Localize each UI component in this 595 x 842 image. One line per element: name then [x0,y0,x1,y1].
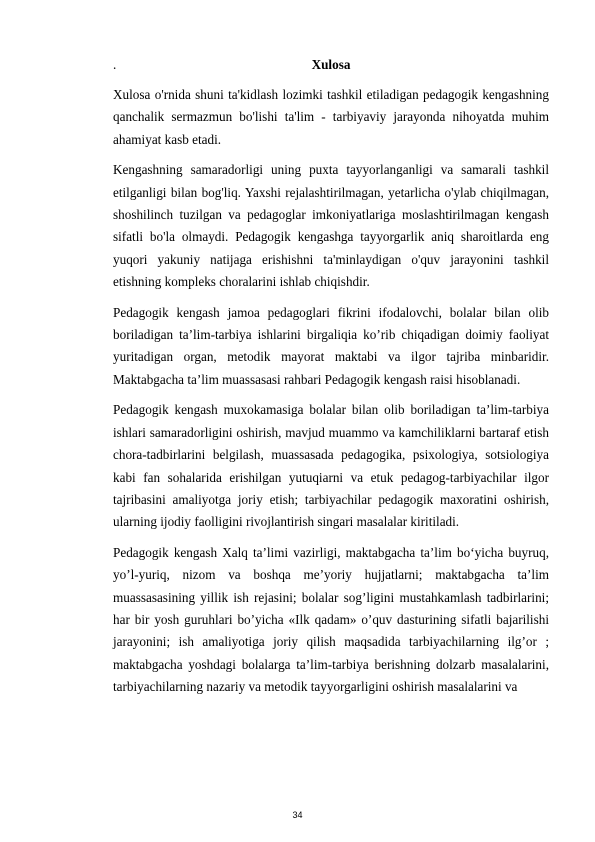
heading-marker: . [113,57,117,72]
paragraph-4: Pedagogik kengash muxokamasiga bolalar bilan olib boriladigan ta’lim-tarbiya ishlari samaradorligini oshirish, mavjud muammo va kamchiliklarni bartaraf etish chora-tadbirlarini belgilash, muassasada pedagogika, psixologiya, sotsiologiya kabi fan sohalarida erishilgan yutuqiarni va etuk pedagog-tarbiyachilar ilgor tajribasini amaliyotga joriy etish; tarbiyachilar pedagogik maxoratini oshirish, ularning ijodiy faolligini rivojlantirish singari masalalar kiritiladi. [113,402,549,530]
heading-row [113,54,549,76]
paragraph-5: Pedagogik kengash Xalq ta’limi vazirligi, maktabgacha ta’lim bo‘yicha buyruq, yo’l-yuriq, nizom va boshqa me’yoriy hujjatlarni; maktabgacha ta’lim muassasasining yillik ish rejasini; bolalar sog’ligini mustahkamlash tadbirlarini; har bir yosh guruhlari bo’yicha «Ilk qadam» o’quv dasturining sifatli bajarilishi jarayonini; ish amaliyotiga joriy qilish maqsadida tarbiyachilarning ilg’or ; maktabgacha yoshdagi bolalarga ta’lim-tarbiya berishning dolzarb masalalarini, tarbiyachilarning nazariy va metodik tayyorgarligini oshirish masalalarini va [113,544,549,695]
paragraph-2: Kengashning samaradorligi uning puxta tayyorlanganligi va samarali tashkil etilganligi bilan bog'liq. Yaxshi rejalashtirilmagan, yetarlicha o'ylab chiqilmagan, shoshilinch tuzilgan va pedagoglar imkoniyatlariga moslashtirilmagan kengash sifatli bo'la olmaydi. Pedagogik kengashga tayyorgarlik aniq sharoitlarda eng yuqori yakuniy natijaga erishishni ta'minlaydigan o'quv jarayonini tashkil etishning kompleks choralarini ishlab chiqishdir. [113,162,549,290]
page-number: 34 [292,810,303,820]
document-page [113,54,549,699]
paragraph-3: Pedagogik kengash jamoa pedagoglari fikrini ifodalovchi, bolalar bilan olib boriladigan ta’lim-tarbiya ishlarini birgaliqia ko’rib chiqadigan doimiy faoliyat yuritadigan organ, metodik mayorat maktabi va ilgor tajriba minbaridir. Maktabgacha ta’lim muassasasi rahbari Pedagogik kengash raisi hisoblanadi. [113,304,549,387]
paragraph-1: Xulosa o'rnida shuni ta'kidlash lozimki tashkil etiladigan pedagogik kengashning qanchalik sermazmun bo'lishi ta'lim - tarbiyaviy jarayonda nihoyatda muhim ahamiyat kasb etadi. [113,87,549,147]
page-title: Xulosa [311,57,351,72]
